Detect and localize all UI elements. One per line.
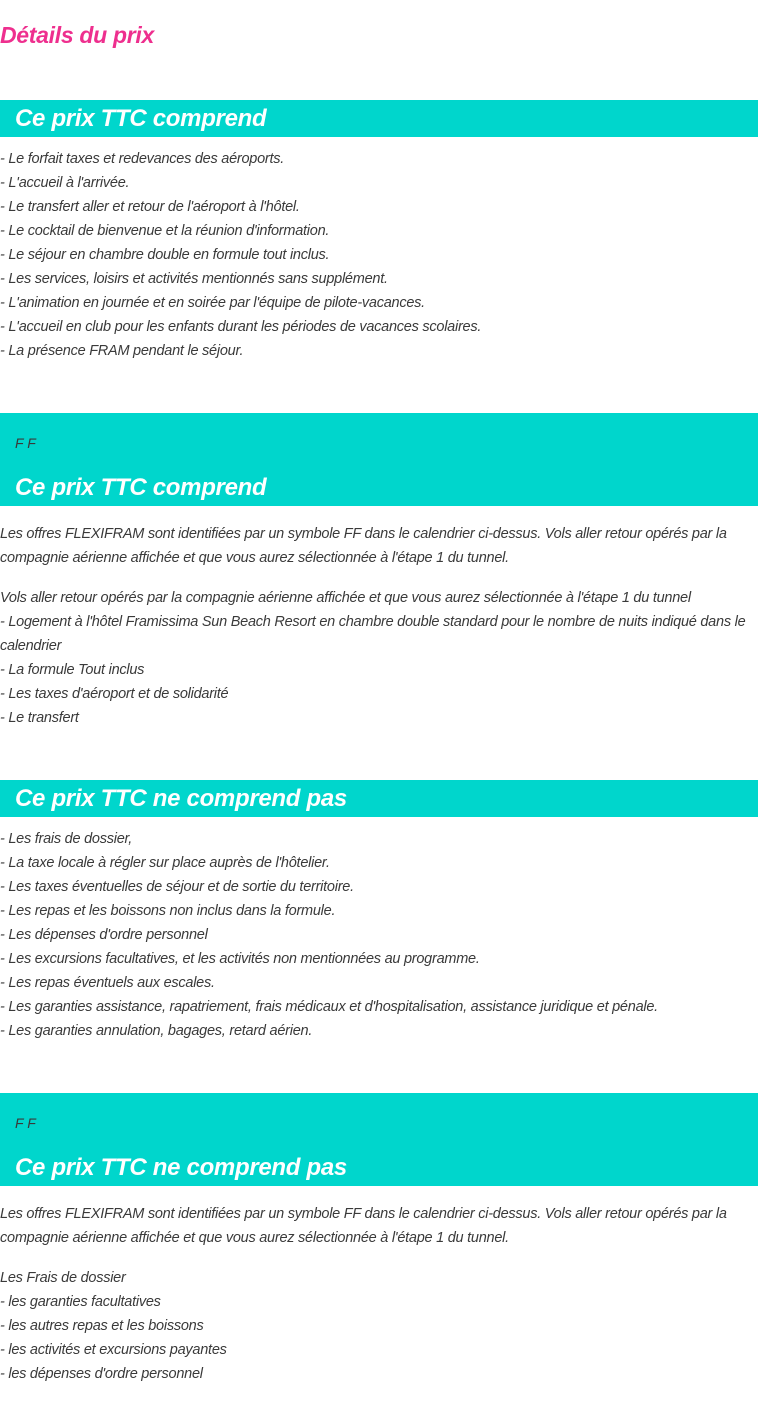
section-heading: Ce prix TTC ne comprend pas <box>15 1154 347 1181</box>
list-item: - les dépenses d'ordre personnel <box>0 1366 203 1382</box>
excludes-list <box>0 827 758 1043</box>
list-lead: Vols aller retour opérés par la compagnie aérienne affichée et que vous aurez sélectionnée à l'étape 1 du tunnel <box>0 590 691 606</box>
list-item: - Le transfert aller et retour de l'aéroport à l'hôtel. <box>0 199 300 215</box>
intro-paragraph: Les offres FLEXIFRAM sont identifiées par un symbole FF dans le calendrier ci-dessus. Vols aller retour opérés par la compagnie aérienne affichée et que vous aurez sélectionnée à l'étape 1 du tunnel. <box>0 526 727 566</box>
list-item: - Les taxes d'aéroport et de solidarité <box>0 686 229 702</box>
list-item: - L'accueil à l'arrivée. <box>0 175 130 191</box>
flexifram-includes-list <box>0 586 758 730</box>
section-banner-flexifram-includes <box>0 413 758 506</box>
list-lead: Les Frais de dossier <box>0 1270 126 1286</box>
section-heading: Ce prix TTC ne comprend pas <box>15 785 347 812</box>
flexifram-intro <box>0 522 758 570</box>
flexifram-code: F F <box>15 435 36 451</box>
list-item: - La présence FRAM pendant le séjour. <box>0 343 244 359</box>
section-banner-flexifram-excludes <box>0 1093 758 1186</box>
list-item: - La taxe locale à régler sur place auprès de l'hôtelier. <box>0 855 330 871</box>
list-item: - Logement à l'hôtel Framissima Sun Beach Resort en chambre double standard pour le nombre de nuits indiqué dans le calendrier <box>0 614 746 654</box>
page-title: Détails du prix <box>0 22 154 48</box>
list-item: - L'animation en journée et en soirée par l'équipe de pilote-vacances. <box>0 295 425 311</box>
list-item: - Les repas et les boissons non inclus dans la formule. <box>0 903 336 919</box>
list-item: - La formule Tout inclus <box>0 662 145 678</box>
intro-paragraph: Les offres FLEXIFRAM sont identifiées par un symbole FF dans le calendrier ci-dessus. Vols aller retour opérés par la compagnie aérienne affichée et que vous aurez sélectionnée à l'étape 1 du tunnel. <box>0 1206 727 1246</box>
list-item: - Les dépenses d'ordre personnel <box>0 927 208 943</box>
list-item: - les activités et excursions payantes <box>0 1342 227 1358</box>
list-item: - Le transfert <box>0 710 79 726</box>
section-banner-excludes <box>0 780 758 817</box>
flexifram-excludes-intro <box>0 1202 758 1250</box>
includes-list <box>0 147 758 363</box>
section-banner-includes <box>0 100 758 137</box>
section-heading: Ce prix TTC comprend <box>15 105 267 132</box>
list-item: - Les services, loisirs et activités mentionnés sans supplément. <box>0 271 388 287</box>
flexifram-code: F F <box>15 1115 36 1131</box>
list-item: - Le séjour en chambre double en formule tout inclus. <box>0 247 330 263</box>
list-item: - Le cocktail de bienvenue et la réunion d'information. <box>0 223 330 239</box>
list-item: - Les excursions facultatives, et les activités non mentionnées au programme. <box>0 951 480 967</box>
list-item: - Les garanties annulation, bagages, retard aérien. <box>0 1023 313 1039</box>
list-item: - Le forfait taxes et redevances des aéroports. <box>0 151 285 167</box>
flexifram-excludes-list <box>0 1266 758 1386</box>
list-item: - Les repas éventuels aux escales. <box>0 975 215 991</box>
list-item: - les garanties facultatives <box>0 1294 161 1310</box>
list-item: - les autres repas et les boissons <box>0 1318 204 1334</box>
list-item: - Les frais de dossier, <box>0 831 133 847</box>
list-item: - Les taxes éventuelles de séjour et de sortie du territoire. <box>0 879 354 895</box>
list-item: - Les garanties assistance, rapatriement, frais médicaux et d'hospitalisation, assistance juridique et pénale. <box>0 999 658 1015</box>
list-item: - L'accueil en club pour les enfants durant les périodes de vacances scolaires. <box>0 319 482 335</box>
section-heading: Ce prix TTC comprend <box>15 474 267 501</box>
